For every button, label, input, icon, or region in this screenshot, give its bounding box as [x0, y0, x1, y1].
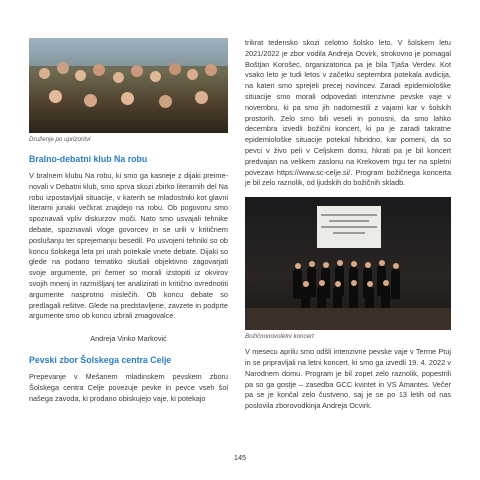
right-column: [245, 38, 451, 412]
body-paragraph-april: V mesecu aprilu smo odšli intenzivne pevske vaje v Terme Ptuj in se pripravljali na letni koncert, ki smo ga izvedli 19. 4. 2022 v Narodnem domu. Program je bil zopet zelo raznolik, popestrili pa so ga gostje – zasedba GCC kvintet in VS Amantes. Večer pa se je končal zelo čustveno, saj je se po 13 letih od nas poslovila zborovodkinja Andreja Ocvirk.: [245, 347, 451, 411]
section-heading: Bralno-debatni klub Na robu: [29, 154, 148, 164]
projection-screen: [317, 206, 381, 248]
body-paragraph-continued: trikrat tedensko skozi celotno šolsko leto. V šolskem letu 2021/2022 je zbor vodila Andreja Ocvirk, strokovno je pomagal Boštjan Korošec, organizatorica pa je bila Tjaša Verdev. Kot vsako leto je tudi letos v začetku septembra potekala avdicija, na kateri smo sprejeli precej novincev. Zaradi epidemiološke situacije smo morali odpovedati intenzivne pevske vaje v novembru, ki pa smo jih nadomestili z vajami kar v šolskih prostorih. Zelo smo bili veseli in ponosni, da smo lahko decembra izvedli božični koncert, ki pa je zaradi takratne epidemiološke situacije potekal hibridno, kar pomeni, da so pevci v živo peli v Celjskem domu, hkrati pa je bil koncert predvajan na velikem zaslonu na Krekovem trgu ter na spletni povezavi https://www.sc-celje.si/. Program božičnega koncerta je bil zelo raznolik, od ljudskih do božičnih skladb.: [245, 38, 451, 188]
author-signature: Andreja Vinko Marković: [90, 334, 167, 344]
concert-caption: Božičnonovoletni koncert: [245, 333, 314, 341]
body-paragraph-choir: Prepevanje v Mešanem mladinskem pevskem zboru Šolskega centra Celje povezuje pevke in pevce vseh šol našega zavoda, ki prodano obiskujejo vaje, ki potekajo: [29, 371, 228, 403]
group-photo: [29, 38, 228, 133]
photo-caption: Druženje po uprizoritvi: [29, 136, 91, 143]
concert-photo: [245, 197, 451, 330]
section-heading-choir: Pevski zbor Šolskega centra Celje: [29, 354, 172, 365]
page-number: 145: [233, 453, 247, 462]
body-paragraph: V bralnem klubu Na robu, ki smo ga kasneje z dijaki preimenovali v Debatni klub, smo sprva skozi zbirko literarnih del Na robu izpostavljali situacije, v katerih se mladostniki kot glavni literarni junaki večkrat znajdejo na robu. Ob pogovoru smo spoznavali vpliv diskurzov moči. Nato smo usvajali tehnike debate, spoznavali vloge govorcev in se urili v kritičnem poslušanju ter sprejemanju besedil. Po usvojeni tehniki so ob koncu šolskega leta pri urah potekale vnete debate. Dijaki so glede na podano tematiko skušali objektivno zagovarjati svoje argumente, pri čemer so morali izstopiti iz okvirov svojih mnenj in razmišljanj ter analizirati in kritično ovrednotiti argumente nasprotno mislečih. Ob koncu debate so predlagali rešitve. Glede na predstavljene, zavzete in podprte argumente smo ob koncu izbrali zmagovalce.: [29, 171, 228, 321]
left-column: [29, 38, 228, 404]
